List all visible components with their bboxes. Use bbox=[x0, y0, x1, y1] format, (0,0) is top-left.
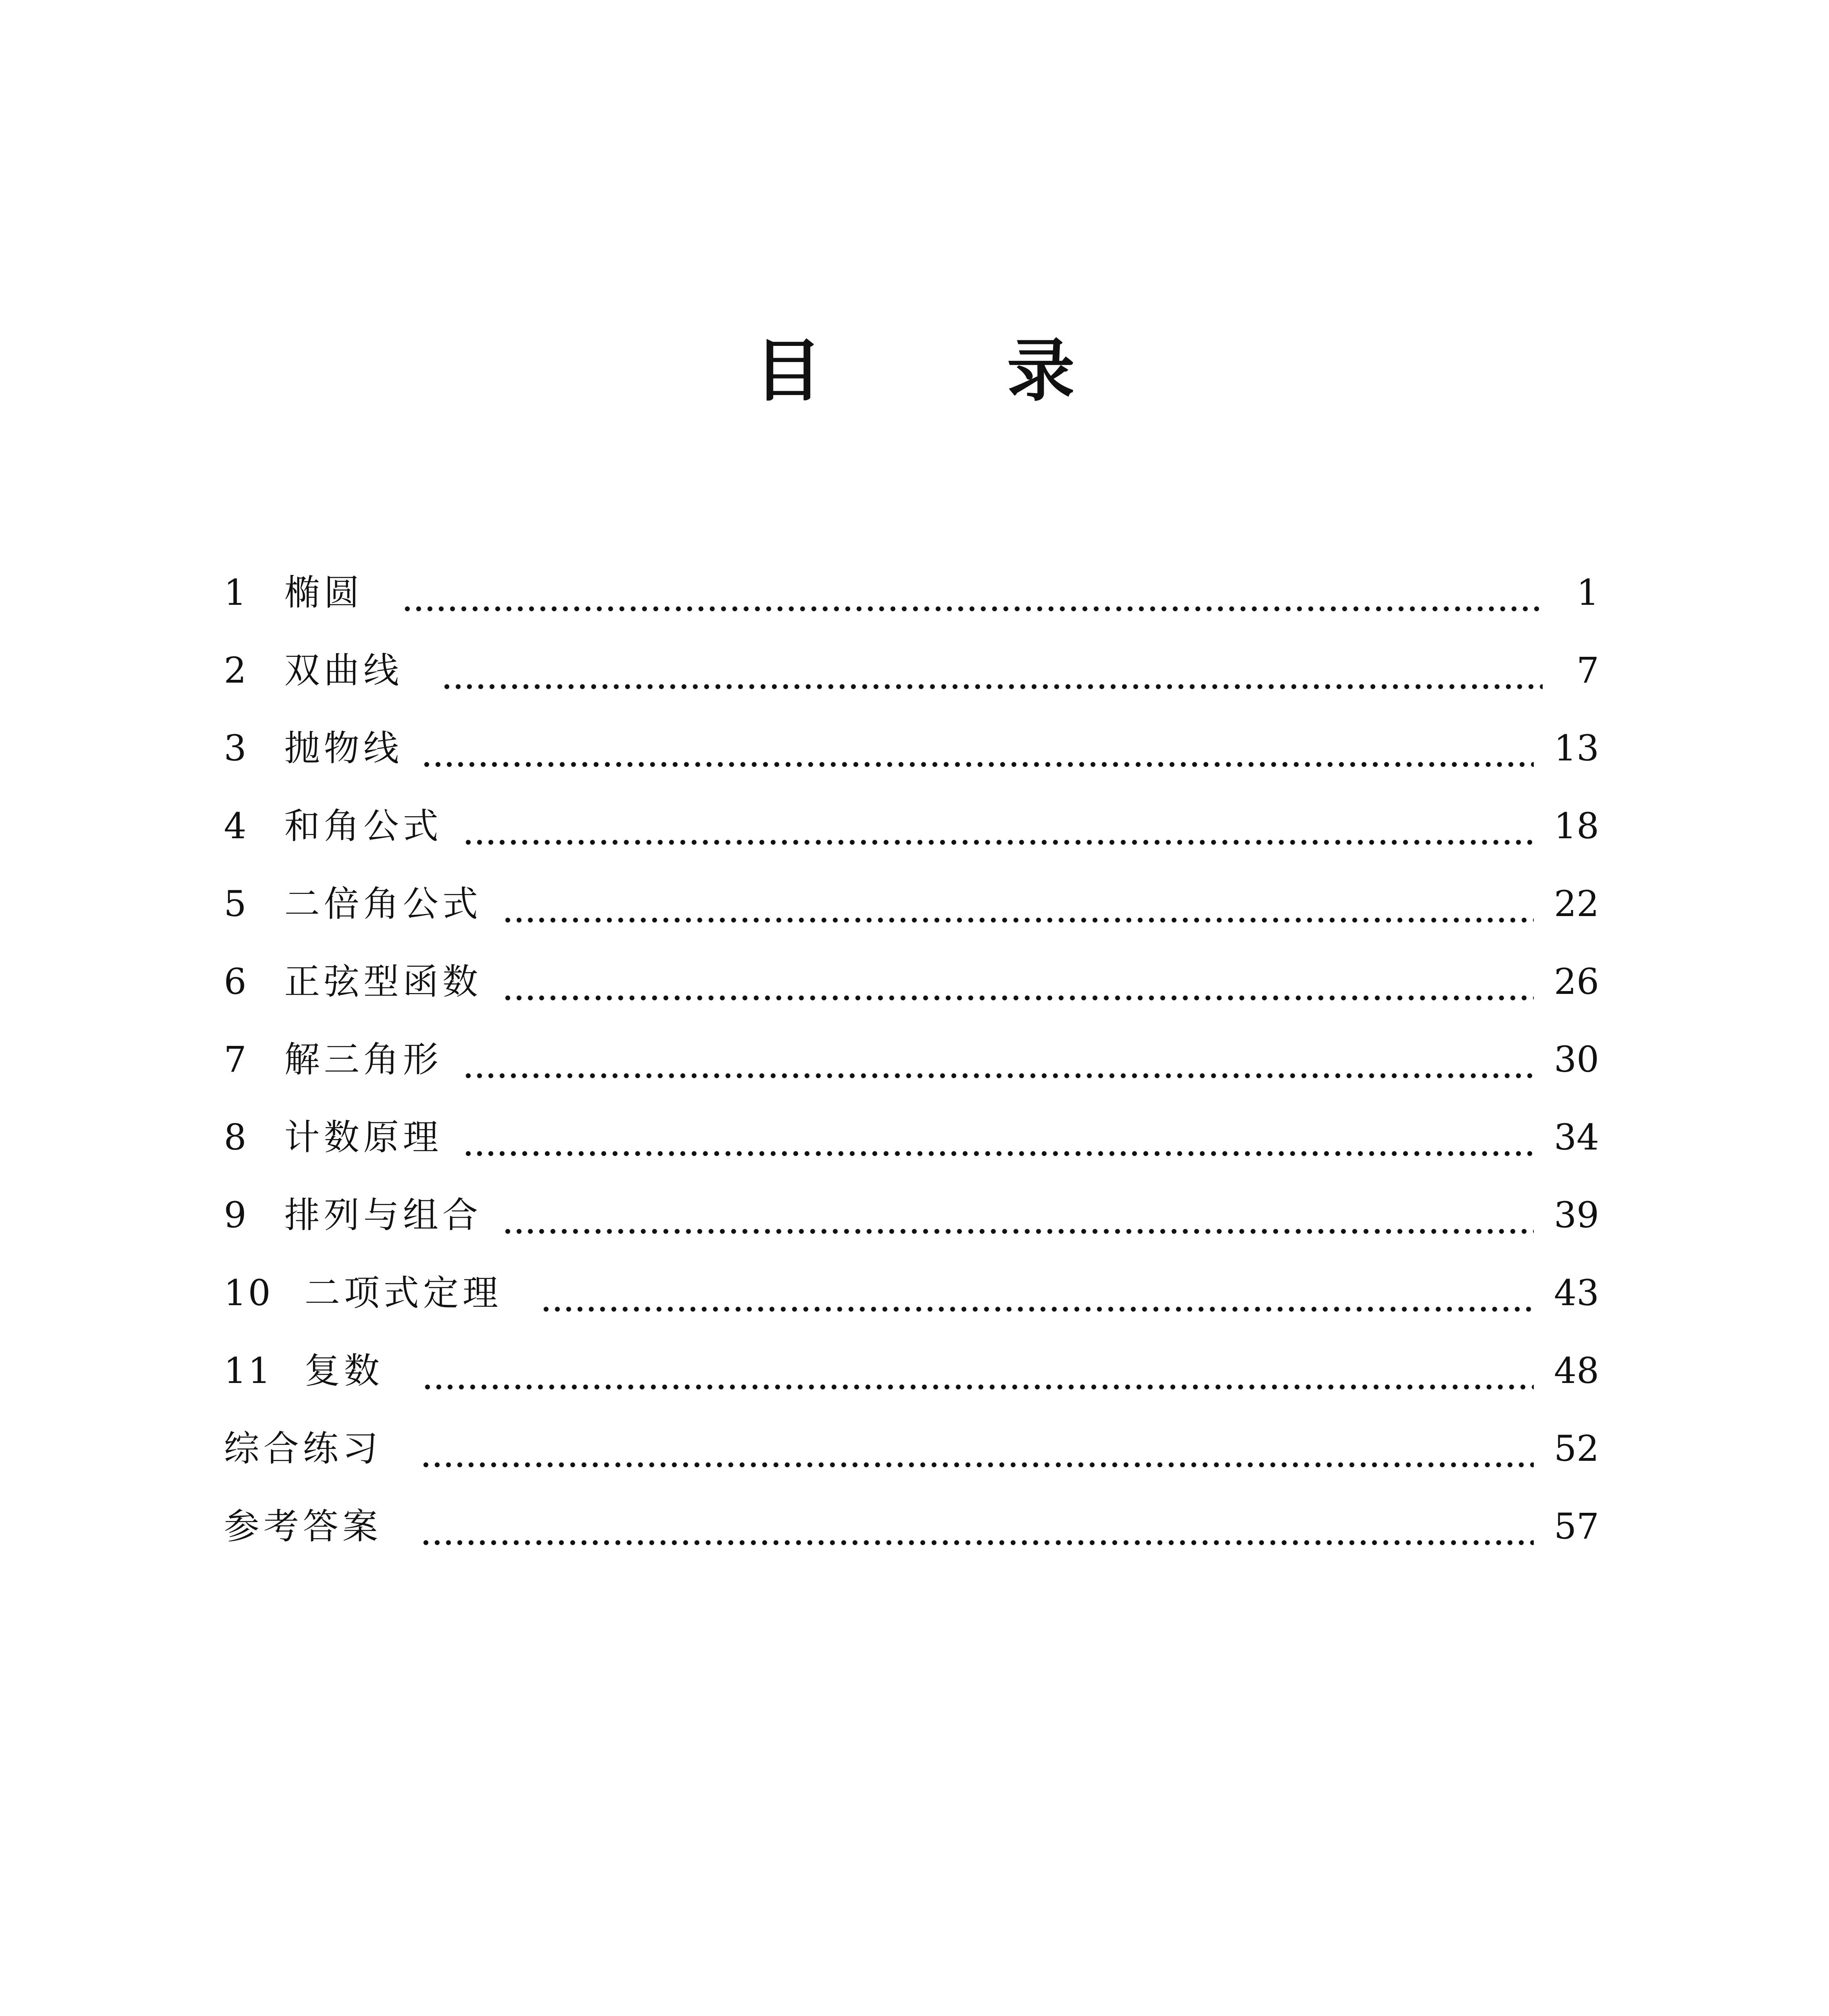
entry-title: 和角公式 bbox=[284, 805, 443, 847]
entry-page-number: 52 bbox=[1554, 1428, 1599, 1469]
dot-leader bbox=[441, 684, 1543, 689]
entry-title: 双曲线 bbox=[284, 650, 403, 691]
toc-entry[interactable] bbox=[224, 1111, 1599, 1189]
dot-leader bbox=[402, 606, 1543, 612]
entry-number: 6 bbox=[224, 961, 248, 1002]
toc-entry[interactable] bbox=[224, 800, 1599, 878]
entry-page-number: 34 bbox=[1554, 1116, 1599, 1158]
entry-page-number: 26 bbox=[1554, 961, 1599, 1002]
entry-title: 二项式定理 bbox=[304, 1272, 503, 1314]
entry-title: 抛物线 bbox=[284, 727, 403, 769]
dot-leader bbox=[502, 1229, 1534, 1234]
dot-leader bbox=[422, 1384, 1534, 1390]
toc-entry[interactable] bbox=[224, 566, 1599, 644]
entry-title: 正弦型函数 bbox=[284, 961, 482, 1002]
toc-entry[interactable] bbox=[224, 1033, 1599, 1111]
entry-number: 3 bbox=[224, 727, 248, 769]
dot-leader bbox=[420, 1462, 1534, 1468]
toc-entry[interactable] bbox=[224, 1422, 1599, 1500]
entry-page-number: 22 bbox=[1554, 883, 1599, 925]
dot-leader bbox=[540, 1306, 1534, 1312]
dot-leader bbox=[420, 1540, 1534, 1545]
entry-page-number: 39 bbox=[1554, 1194, 1599, 1236]
dot-leader bbox=[463, 1073, 1534, 1079]
toc-entry[interactable] bbox=[224, 1189, 1599, 1267]
entry-title: 综合练习 bbox=[224, 1428, 382, 1469]
dot-leader bbox=[502, 917, 1534, 923]
entry-number: 7 bbox=[224, 1039, 248, 1080]
entry-number: 5 bbox=[224, 883, 248, 925]
page-title: 目 录 bbox=[754, 331, 1155, 410]
entry-page-number: 48 bbox=[1554, 1350, 1599, 1391]
entry-title: 计数原理 bbox=[284, 1116, 443, 1158]
toc-entry[interactable] bbox=[224, 1345, 1599, 1422]
toc-entry[interactable] bbox=[224, 956, 1599, 1033]
entry-title: 椭圆 bbox=[284, 572, 364, 613]
entry-page-number: 7 bbox=[1577, 650, 1599, 691]
entry-page-number: 43 bbox=[1554, 1272, 1599, 1314]
table-of-contents bbox=[224, 566, 1599, 1578]
dot-leader bbox=[502, 995, 1534, 1001]
toc-entry[interactable] bbox=[224, 644, 1599, 722]
dot-leader bbox=[463, 1151, 1534, 1156]
entry-page-number: 57 bbox=[1554, 1506, 1599, 1547]
entry-title: 参考答案 bbox=[224, 1506, 382, 1547]
toc-entry[interactable] bbox=[224, 1500, 1599, 1578]
entry-number: 4 bbox=[224, 805, 248, 847]
dot-leader bbox=[421, 762, 1534, 767]
dot-leader bbox=[463, 839, 1534, 845]
toc-entry[interactable] bbox=[224, 722, 1599, 800]
entry-page-number: 30 bbox=[1554, 1039, 1599, 1080]
entry-title: 排列与组合 bbox=[284, 1194, 482, 1236]
entry-number: 1 bbox=[224, 572, 248, 613]
entry-number: 8 bbox=[224, 1116, 248, 1158]
entry-page-number: 18 bbox=[1554, 805, 1599, 847]
entry-page-number: 13 bbox=[1554, 727, 1599, 769]
entry-title: 解三角形 bbox=[284, 1039, 443, 1080]
entry-number: 9 bbox=[224, 1194, 248, 1236]
toc-entry[interactable] bbox=[224, 1267, 1599, 1345]
entry-number: 2 bbox=[224, 650, 248, 691]
entry-number: 10 bbox=[224, 1272, 272, 1314]
entry-title: 复数 bbox=[304, 1350, 384, 1391]
entry-page-number: 1 bbox=[1577, 572, 1599, 613]
entry-title: 二倍角公式 bbox=[284, 883, 482, 925]
toc-entry[interactable] bbox=[224, 878, 1599, 956]
entry-number: 11 bbox=[224, 1350, 272, 1391]
